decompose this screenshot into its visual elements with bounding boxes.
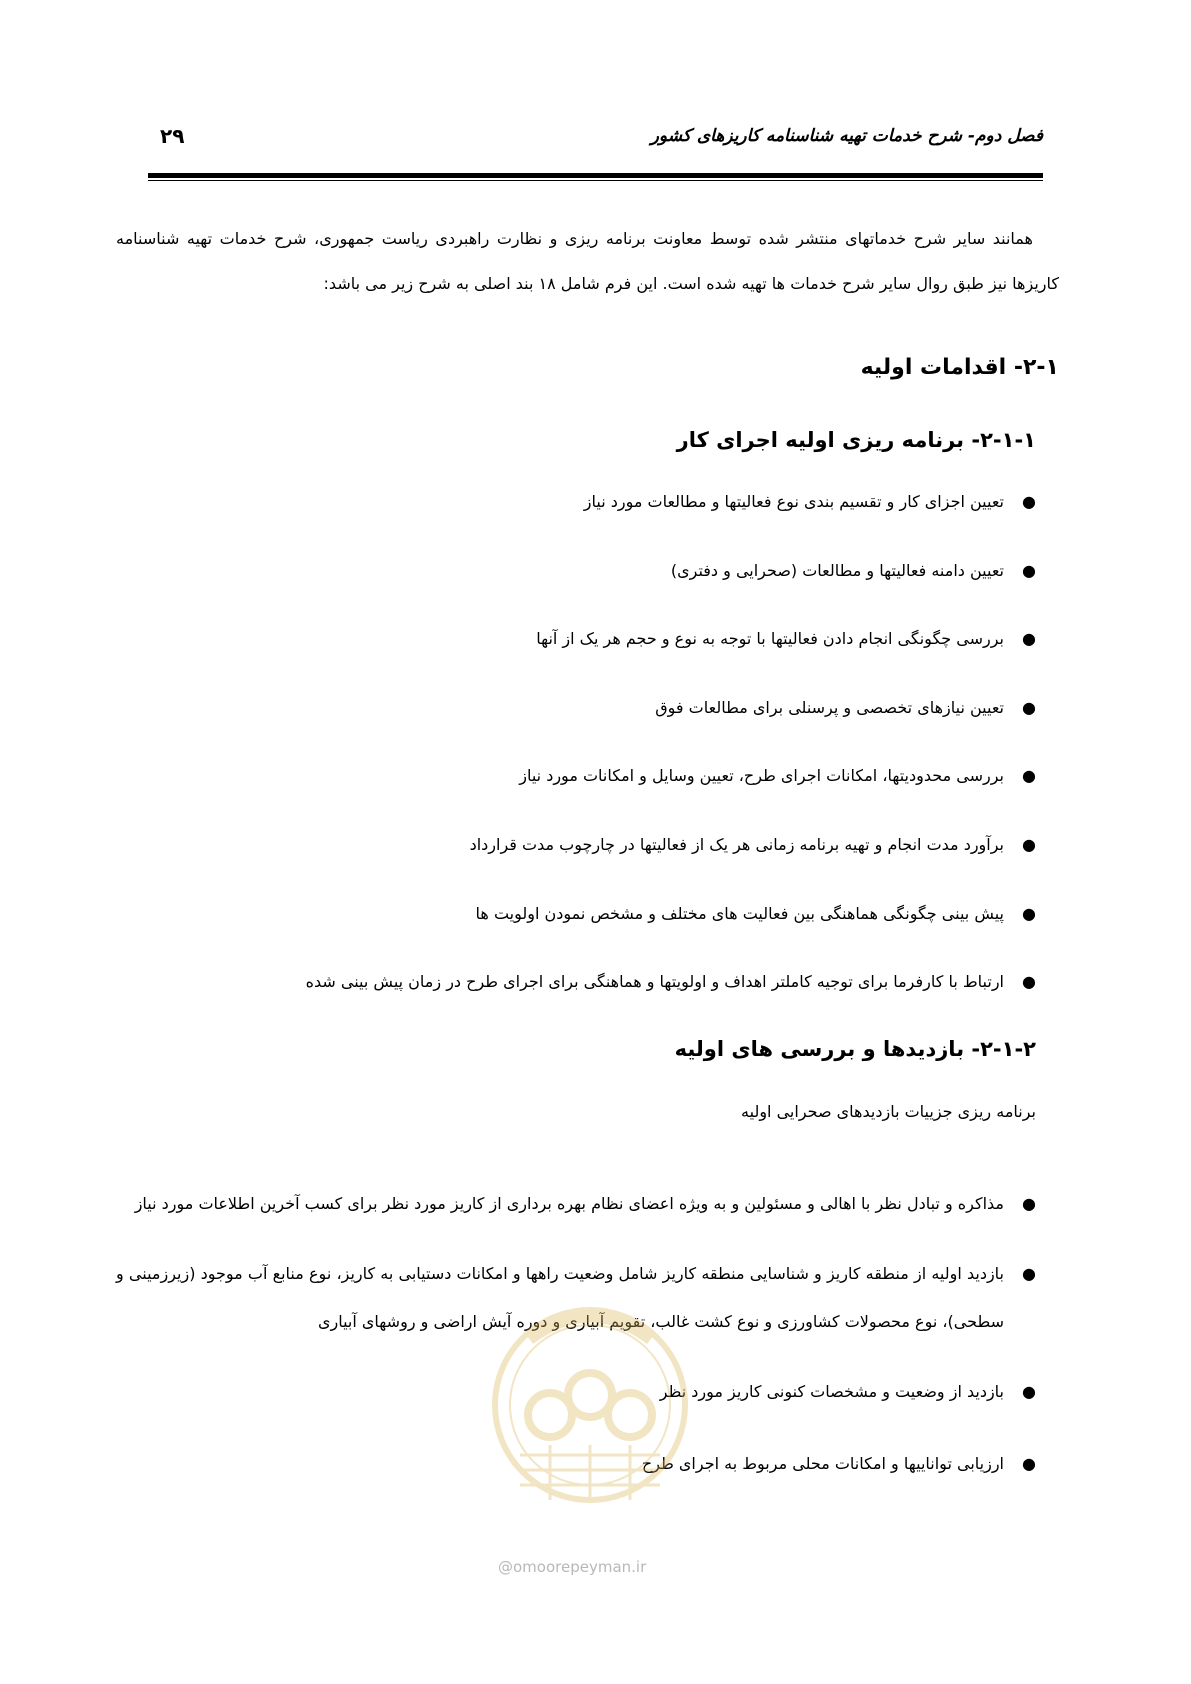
list-item-text: ارزیابی تواناییها و امکانات محلی مربوط به اجرای طرح bbox=[641, 1454, 1004, 1473]
list-item-text: بازدید اولیه از منطقه کاریز و شناسایی منطقه کاریز شامل وضعیت راهها و امکانات دستیابی به کاریز، نوع منابع آب موجود (زیرزمینی و سطحی)، نوع محصولات کشاورزی و نوع کشت غالب، تقویم آبیاری و دوره آیش اراضی و روشهای آبیاری bbox=[116, 1264, 1004, 1331]
list-item-text: بررسی محدودیتها، امکانات اجرای طرح، تعیین وسایل و امکانات مورد نیاز bbox=[519, 766, 1004, 786]
subsection-heading-1: ۲-۱-۱- برنامه ریزی اولیه اجرای کار bbox=[676, 428, 1036, 452]
bullet-icon: ● bbox=[1022, 766, 1036, 786]
list-item bbox=[180, 694, 1036, 763]
list-item bbox=[180, 762, 1036, 831]
list-item bbox=[180, 831, 1036, 900]
subsection-lead-text: برنامه ریزی جزییات بازدیدهای صحرایی اولیه bbox=[741, 1102, 1036, 1121]
list-item-text: تعیین نیازهای تخصصی و پرسنلی برای مطالعات فوق bbox=[655, 697, 1004, 717]
bullet-icon: ● bbox=[1022, 1382, 1036, 1401]
chapter-title: فصل دوم- شرح خدمات تهیه شناسنامه کاریزهای کشور bbox=[650, 126, 1043, 146]
page-header bbox=[148, 126, 1043, 156]
bullet-icon: ● bbox=[1022, 1194, 1036, 1213]
bullet-icon: ● bbox=[1022, 1454, 1036, 1473]
intro-text: همانند سایر شرح خدماتهای منتشر شده توسط معاونت برنامه ریزی و نظارت راهبردی ریاست جمهوری، شرح خدمات تهیه شناسنامه کاریزها نیز طبق روال سایر شرح خدمات ها تهیه شده است. این فرم شامل ۱۸ بند اصلی به شرح زیر می باشد: bbox=[116, 229, 1059, 293]
list-item-text: تعیین دامنه فعالیتها و مطالعات (صحرایی و دفتری) bbox=[670, 560, 1004, 580]
watermark-url: @omoorepeyman.ir bbox=[498, 1558, 647, 1576]
list-item bbox=[180, 557, 1036, 626]
list-item-text: تعیین اجزای کار و تقسیم بندی نوع فعالیتها و مطالعات مورد نیاز bbox=[583, 492, 1004, 511]
bullet-icon: ● bbox=[1022, 903, 1036, 923]
planning-list bbox=[180, 488, 1036, 1037]
list-item-text: بازدید از وضعیت و مشخصات کنونی کاریز مورد نظر bbox=[659, 1382, 1004, 1401]
list-item-text: پیش بینی چگونگی هماهنگی بین فعالیت های مختلف و مشخص نمودن اولویت ها bbox=[475, 903, 1004, 923]
list-item bbox=[180, 900, 1036, 969]
list-item bbox=[180, 625, 1036, 694]
intro-paragraph bbox=[116, 216, 1059, 306]
bullet-icon: ● bbox=[1022, 560, 1036, 580]
section-heading: ۲-۱- اقدامات اولیه bbox=[860, 355, 1059, 380]
bullet-icon: ● bbox=[1022, 629, 1036, 649]
list-item-text: بررسی چگونگی انجام دادن فعالیتها با توجه به نوع و حجم هر یک از آنها bbox=[536, 629, 1004, 649]
list-item bbox=[116, 1180, 1036, 1228]
list-item-text: برآورد مدت انجام و تهیه برنامه زمانی هر یک از فعالیتها در چارچوب مدت قرارداد bbox=[469, 834, 1004, 854]
list-item-text: ارتباط با کارفرما برای توجیه کاملتر اهداف و اولویتها و هماهنگی برای اجرای طرح در زمان پیش بینی شده bbox=[305, 972, 1004, 992]
bullet-icon: ● bbox=[1022, 697, 1036, 717]
bullet-icon: ● bbox=[1022, 972, 1036, 992]
list-item-text: مذاکره و تبادل نظر با اهالی و مسئولین و به ویژه اعضای نظام بهره برداری از کاریز مورد نظر برای کسب آخرین اطلاعات مورد نیاز bbox=[134, 1194, 1004, 1213]
header-rule-thick bbox=[148, 173, 1043, 178]
list-item bbox=[180, 968, 1036, 1037]
subsection-heading-2: ۲-۱-۲- بازدیدها و بررسی های اولیه bbox=[674, 1037, 1036, 1061]
header-rule-thin bbox=[148, 180, 1043, 181]
bullet-icon: ● bbox=[1022, 492, 1036, 511]
page-number: ۲۹ bbox=[160, 124, 185, 148]
bullet-icon: ● bbox=[1022, 1264, 1036, 1283]
bullet-icon: ● bbox=[1022, 834, 1036, 854]
watermark-seal-icon bbox=[490, 1285, 690, 1525]
list-item bbox=[180, 488, 1036, 557]
